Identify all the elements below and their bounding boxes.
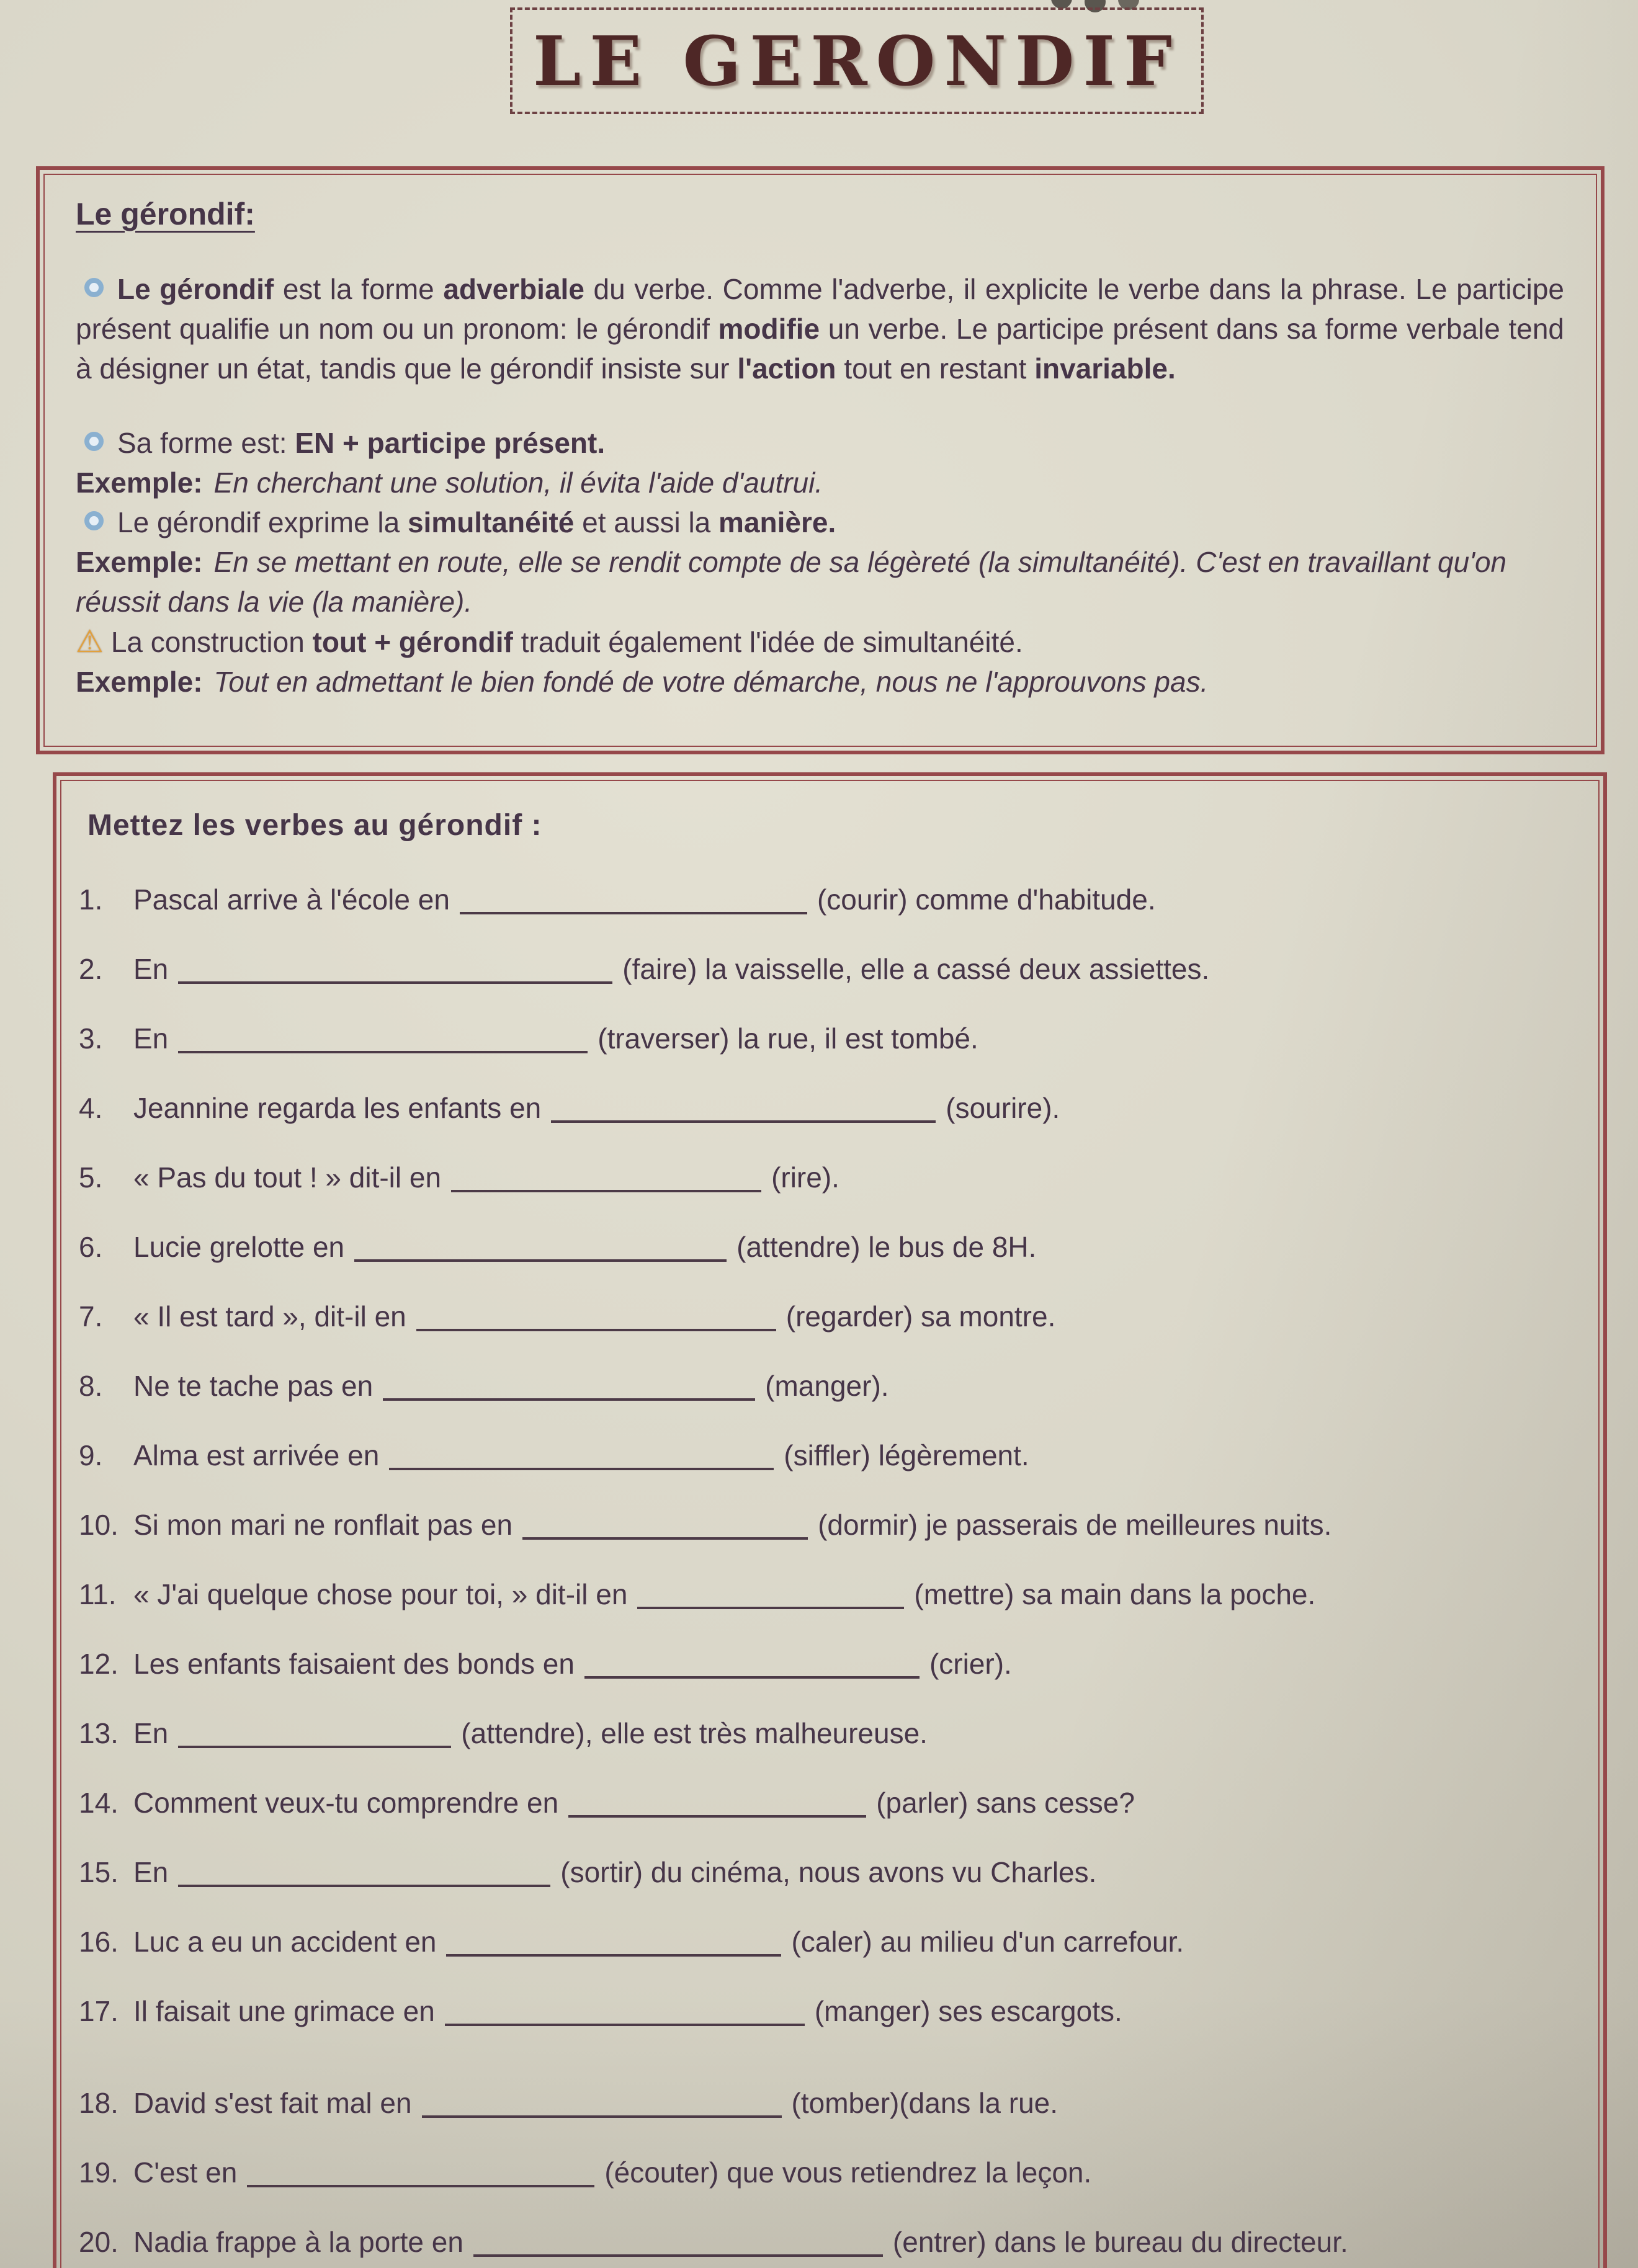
item-number: 20. — [79, 2226, 119, 2258]
item-text-post: (dormir) je passerais de meilleures nuits. — [818, 1509, 1332, 1541]
exercise-item — [79, 1439, 1576, 1471]
item-text-post: (courir) comme d'habitude. — [817, 883, 1156, 916]
example-text: Tout en admettant le bien fondé de votre démarche, nous ne l'approuvons pas. — [213, 666, 1209, 698]
text-segment: du verbe. Comme l'adverbe, il explicite le verbe dans la phrase. Le participe présent qualifie un nom ou un pronom: le gérondif — [76, 273, 1564, 345]
item-number: 7. — [79, 1300, 103, 1333]
item-number: 18. — [79, 2087, 119, 2119]
item-text-post: (écouter) que vous retiendrez la leçon. — [604, 2156, 1092, 2189]
bullet-icon — [84, 278, 104, 297]
exercise-item — [79, 2087, 1576, 2119]
exercise-item — [79, 1231, 1576, 1263]
example-label: Exemple: — [76, 546, 203, 578]
text-segment: invariable. — [1034, 352, 1176, 385]
item-text-post: (traverser) la rue, il est tombé. — [597, 1022, 978, 1055]
rules-box-inner — [43, 174, 1597, 747]
text-segment: tout + gérondif — [312, 626, 521, 658]
text-segment: Le gérondif — [117, 273, 283, 305]
item-text-pre: Nadia frappe à la porte en — [133, 2226, 463, 2258]
item-text-pre: Ne te tache pas en — [133, 1370, 374, 1402]
item-number: 19. — [79, 2156, 119, 2189]
exercise-item — [79, 1578, 1576, 1610]
exercise-item — [79, 1509, 1576, 1541]
item-text-post: (faire) la vaisselle, elle a cassé deux assiettes. — [622, 953, 1210, 985]
exercise-box-inner — [60, 780, 1600, 2268]
exercise-item — [79, 1926, 1576, 1958]
text-segment: Le gérondif exprime la — [117, 506, 408, 538]
answer-blank — [247, 2166, 594, 2187]
item-text-post: (sourire). — [946, 1092, 1060, 1124]
exercise-items — [79, 883, 1576, 2258]
answer-blank — [637, 1588, 904, 1609]
item-number: 9. — [79, 1439, 103, 1471]
item-number: 5. — [79, 1161, 103, 1194]
item-text-post: (parler) sans cesse? — [876, 1787, 1135, 1819]
item-text-pre: En — [133, 1022, 169, 1055]
text-segment: La construction — [110, 626, 313, 658]
title-box — [510, 7, 1204, 114]
exercise-item — [79, 2226, 1576, 2258]
rule-simultaneite — [76, 502, 1568, 542]
exercise-item — [79, 953, 1576, 985]
answer-blank — [178, 1727, 451, 1748]
rule-definition — [76, 269, 1568, 388]
text-segment: est la forme — [282, 273, 444, 305]
answer-blank — [422, 2097, 782, 2118]
item-text-post: (regarder) sa montre. — [785, 1300, 1056, 1333]
item-text-pre: Lucie grelotte en — [133, 1231, 345, 1263]
rule-warning — [76, 622, 1568, 662]
item-number: 15. — [79, 1856, 119, 1888]
answer-blank — [568, 1797, 866, 1818]
answer-blank — [451, 1171, 761, 1192]
text-segment: EN + participe présent. — [295, 427, 606, 459]
item-number: 13. — [79, 1717, 119, 1749]
item-text-post: (crier). — [929, 1648, 1012, 1680]
rules-heading: Le gérondif: — [76, 197, 255, 231]
item-text-post: (mettre) sa main dans la poche. — [914, 1578, 1316, 1610]
answer-blank — [178, 1866, 550, 1887]
item-text-post: (caler) au milieu d'un carrefour. — [791, 1926, 1184, 1958]
item-number: 8. — [79, 1370, 103, 1402]
item-text-pre: En — [133, 1856, 169, 1888]
item-number: 17. — [79, 1995, 119, 2027]
item-number: 1. — [79, 883, 103, 916]
item-text-pre: « J'ai quelque chose pour toi, » dit-il en — [133, 1578, 628, 1610]
item-text-pre: Si mon mari ne ronflait pas en — [133, 1509, 513, 1541]
exercise-item — [79, 1648, 1576, 1680]
item-number: 4. — [79, 1092, 103, 1124]
item-text-pre: Comment veux-tu comprendre en — [133, 1787, 559, 1819]
example-label: Exemple: — [76, 666, 203, 698]
answer-blank — [416, 1310, 776, 1331]
text-segment: Sa forme est: — [117, 427, 295, 459]
item-number: 10. — [79, 1509, 119, 1541]
exercise-item — [79, 1022, 1576, 1055]
bullet-icon — [84, 432, 104, 451]
item-text-pre: Les enfants faisaient des bonds en — [133, 1648, 575, 1680]
exercise-item — [79, 1092, 1576, 1124]
item-text-pre: En — [133, 1717, 169, 1749]
item-text-pre: Alma est arrivée en — [133, 1439, 380, 1471]
answer-blank — [460, 893, 807, 914]
answer-blank — [551, 1102, 936, 1123]
example-2 — [76, 542, 1568, 622]
exercise-item — [79, 1787, 1576, 1819]
answer-blank — [445, 2005, 805, 2026]
answer-blank — [178, 1032, 588, 1053]
text-segment: simultanéité — [407, 506, 583, 538]
item-text-pre: Jeannine regarda les enfants en — [133, 1092, 542, 1124]
answer-blank — [354, 1241, 727, 1262]
warning-icon: ⚠ — [76, 623, 104, 659]
answer-blank — [473, 2236, 883, 2257]
exercise-item — [79, 2156, 1576, 2189]
answer-blank — [522, 1519, 808, 1540]
example-3 — [76, 662, 1568, 702]
exercise-item — [79, 1370, 1576, 1402]
example-text: En se mettant en route, elle se rendit compte de sa légèreté (la simultanéité). C'est en travaillant qu'on réussit dans la vie (la manière). — [76, 546, 1507, 618]
example-label: Exemple: — [76, 467, 203, 499]
item-text-pre: « Il est tard », dit-il en — [133, 1300, 406, 1333]
item-text-pre: C'est en — [133, 2156, 238, 2189]
exercise-item — [79, 883, 1576, 916]
text-segment: et aussi la — [582, 506, 719, 538]
rule-form — [76, 423, 1568, 463]
answer-blank — [389, 1449, 774, 1470]
item-text-post: (siffler) légèrement. — [784, 1439, 1029, 1471]
exercise-item — [79, 1717, 1576, 1749]
text-segment: manière. — [718, 506, 836, 538]
item-text-post: (attendre) le bus de 8H. — [736, 1231, 1037, 1263]
item-text-pre: David s'est fait mal en — [133, 2087, 412, 2119]
exercise-heading: Mettez les verbes au gérondif : — [87, 809, 542, 842]
item-text-pre: « Pas du tout ! » dit-il en — [133, 1161, 442, 1194]
text-segment: tout en restant — [844, 352, 1035, 385]
exercise-item — [79, 1856, 1576, 1888]
exercise-item — [79, 1995, 1576, 2027]
text-segment: un verbe. Le participe présent dans sa forme verbale tend à désigner un état, tandis que le gérondif insiste sur — [76, 313, 1565, 385]
text-segment: traduit également l'idée de simultanéité. — [521, 626, 1023, 658]
exercise-box — [53, 772, 1607, 2268]
text-segment: l'action — [737, 352, 844, 385]
answer-blank — [584, 1658, 920, 1679]
item-text-post: (tomber)(dans la rue. — [791, 2087, 1058, 2119]
bullet-icon — [84, 511, 104, 530]
item-text-pre: Pascal arrive à l'école en — [133, 883, 450, 916]
answer-blank — [178, 963, 612, 984]
item-text-pre: Il faisait une grimace en — [133, 1995, 435, 2027]
exercise-item — [79, 1161, 1576, 1194]
item-text-post: (manger). — [765, 1370, 889, 1402]
item-number: 3. — [79, 1022, 103, 1055]
example-text: En cherchant une solution, il évita l'aide d'autrui. — [213, 467, 823, 499]
rules-box — [36, 166, 1604, 754]
item-number: 11. — [79, 1578, 117, 1610]
page-title: LE GERONDIF — [533, 20, 1181, 101]
item-text-post: (rire). — [771, 1161, 839, 1194]
item-number: 2. — [79, 953, 103, 985]
item-number: 16. — [79, 1926, 119, 1958]
exercise-item — [79, 1300, 1576, 1333]
item-number: 14. — [79, 1787, 119, 1819]
item-text-post: (entrer) dans le bureau du directeur. — [892, 2226, 1348, 2258]
example-1 — [76, 463, 1568, 502]
item-text-post: (manger) ses escargots. — [814, 1995, 1122, 2027]
item-number: 6. — [79, 1231, 103, 1263]
answer-blank — [383, 1380, 755, 1401]
item-text-post: (sortir) du cinéma, nous avons vu Charles. — [560, 1856, 1097, 1888]
text-segment: adverbiale — [443, 273, 594, 305]
text-segment: modifie — [718, 313, 828, 345]
item-text-pre: En — [133, 953, 169, 985]
item-text-pre: Luc a eu un accident en — [133, 1926, 437, 1958]
answer-blank — [446, 1935, 781, 1957]
item-number: 12. — [79, 1648, 119, 1680]
item-text-post: (attendre), elle est très malheureuse. — [461, 1717, 928, 1749]
